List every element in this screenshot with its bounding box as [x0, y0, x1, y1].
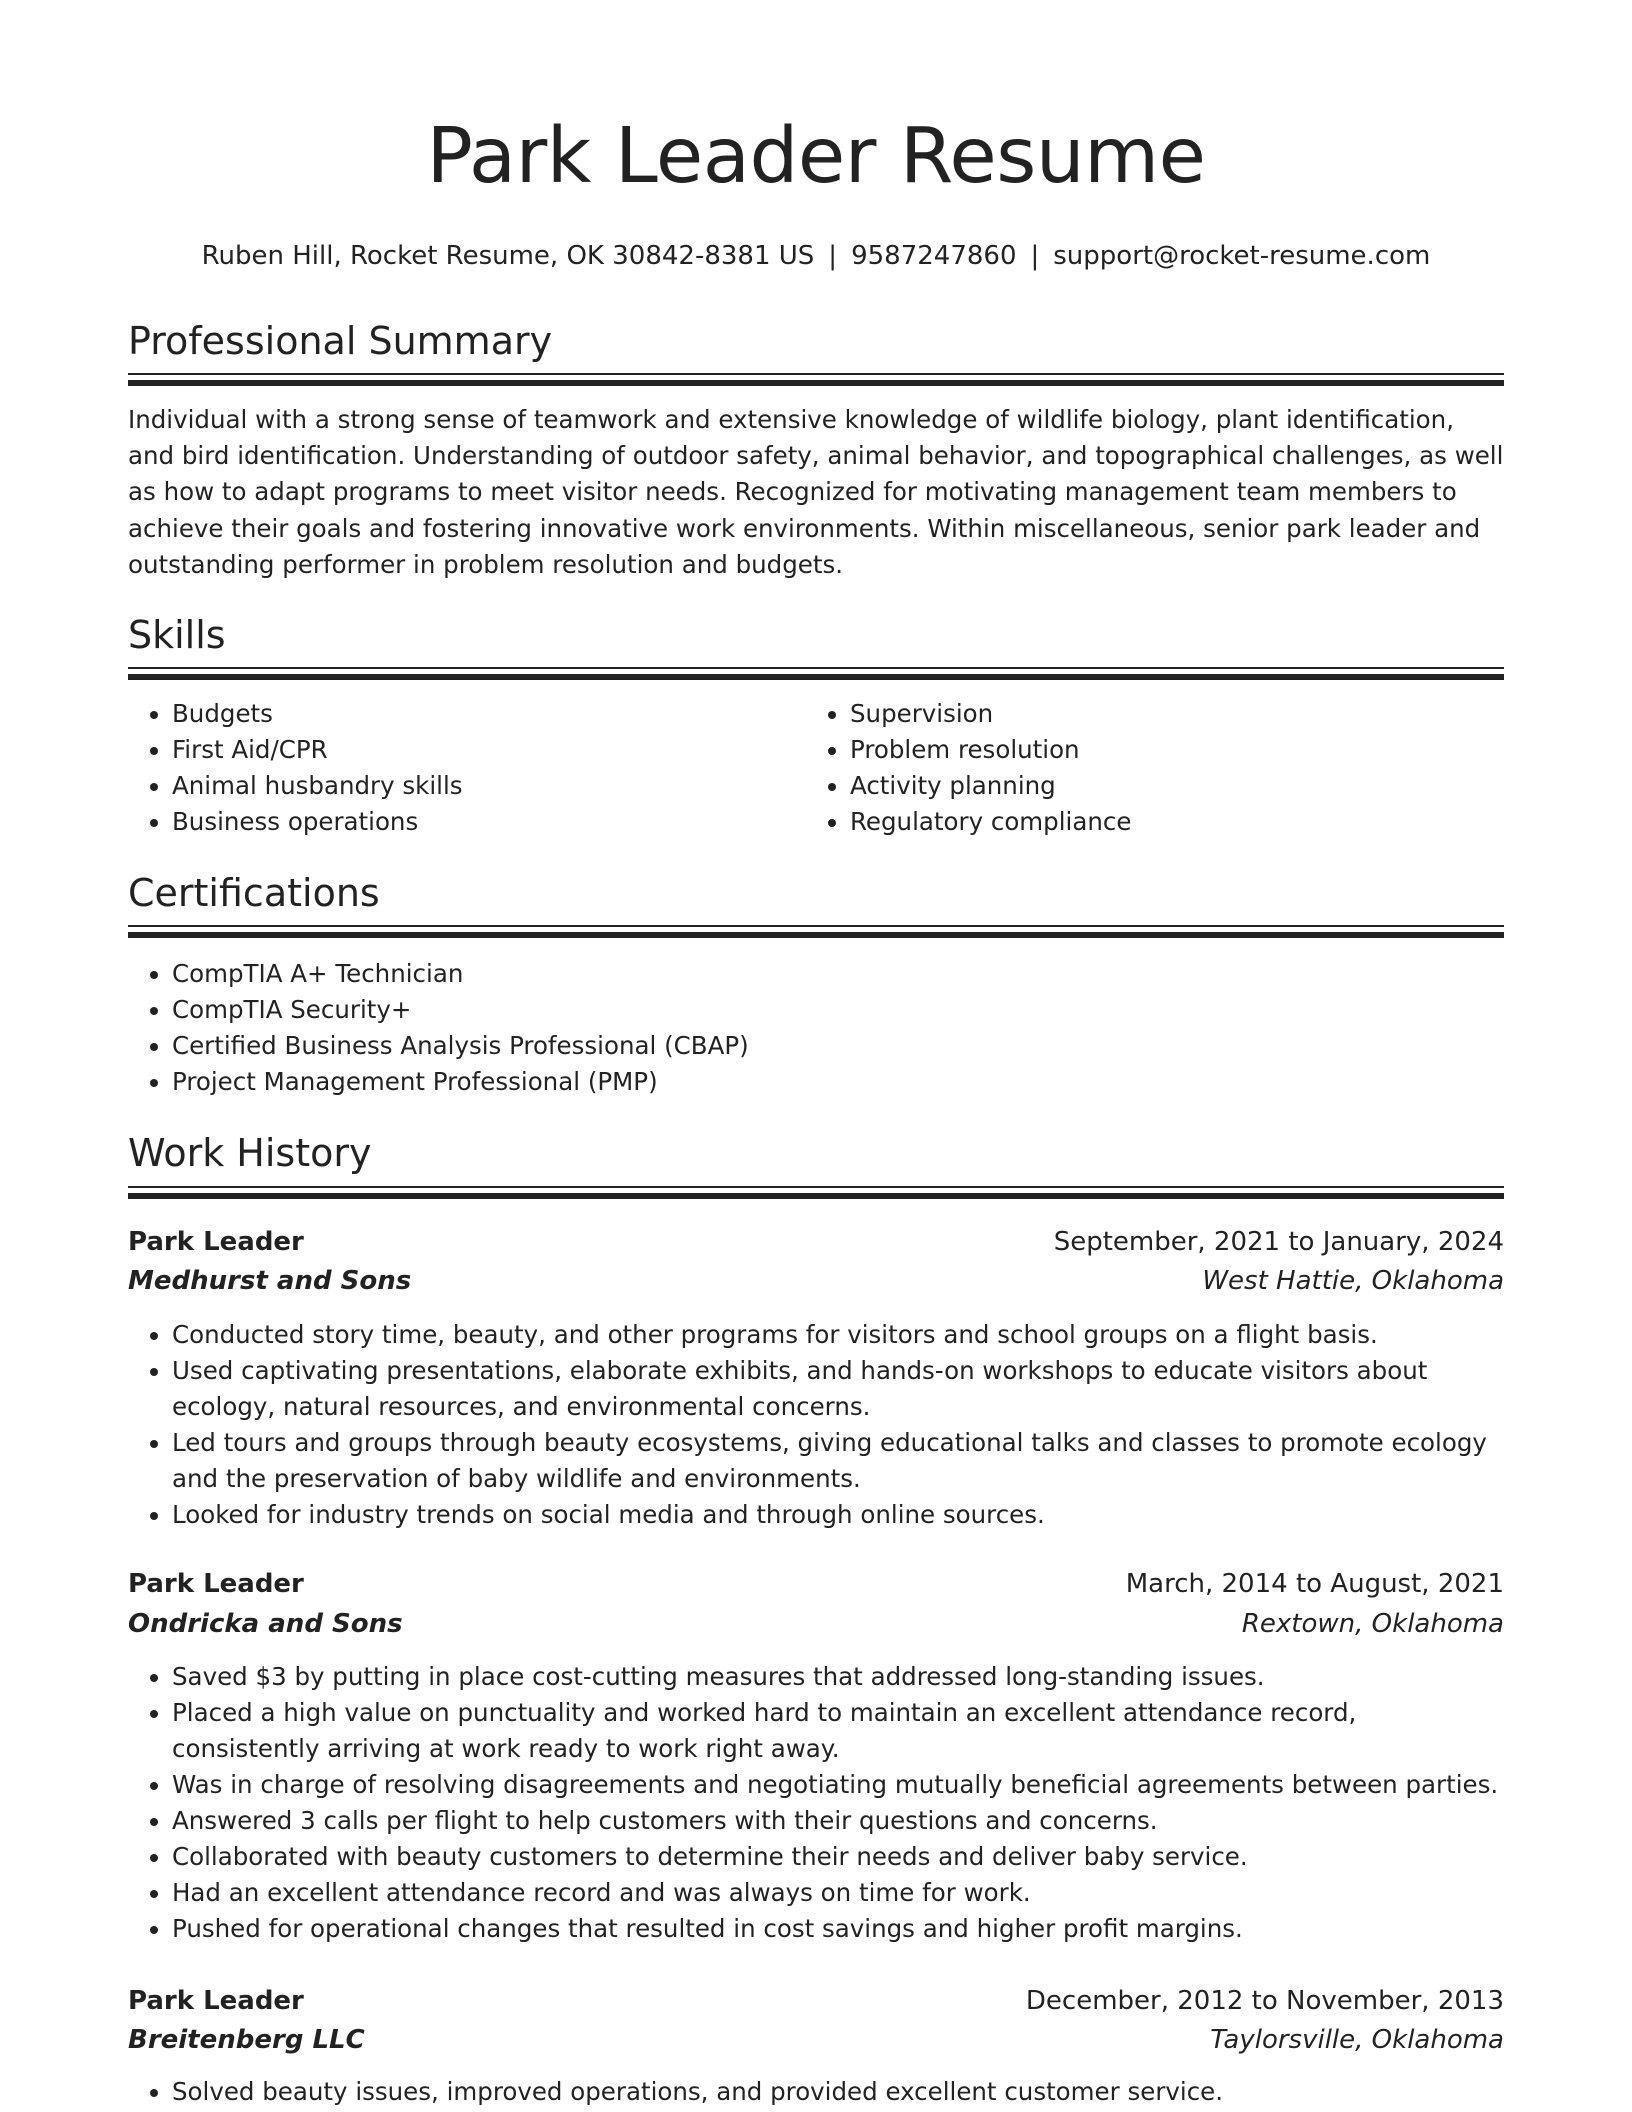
work-history-heading: Work History [128, 1131, 372, 1175]
job-title: Park Leader [128, 1986, 304, 2016]
skill-item: • Animal husbandry skills [172, 768, 812, 804]
job-company: Breitenberg LLC [128, 2025, 365, 2055]
job-subheader [128, 2022, 1504, 2058]
skill-item: • Regulatory compliance [850, 804, 1500, 840]
job-header [128, 1983, 1504, 2019]
work-history-divider [128, 1186, 1504, 1199]
job-location: Rextown, Oklahoma [1241, 1609, 1504, 1639]
certifications-list [128, 956, 1504, 1100]
contact-address: Ruben Hill, Rocket Resume, OK 30842-8381 US [201, 241, 815, 271]
job-bullets [128, 1317, 1504, 1533]
summary-text: Individual with a strong sense of teamwork and extensive knowledge of wildlife biology, plant identification, and bird identification. Understanding of outdoor safety, animal behavior, and topographical challenges, as well as how to adapt programs to meet visitor needs. Recognized for motivating management team members to achieve their goals and fostering innovative work environments. Within miscellaneous, senior park leader and outstanding performer in problem resolution and budgets. [128, 405, 1504, 579]
skill-item: • First Aid/CPR [172, 732, 812, 768]
summary-divider [128, 373, 1504, 386]
certification-item: • Project Management Professional (PMP) [172, 1064, 1504, 1100]
contact-separator: | [828, 241, 838, 271]
skill-item: • Activity planning [850, 768, 1500, 804]
certification-item: • CompTIA Security+ [172, 992, 1504, 1028]
contact-email: support@rocket-resume.com [1053, 241, 1431, 271]
job-bullet: • Used captivating presentations, elaborate exhibits, and hands-on workshops to educate visitors about ecology, natural resources, and environmental concerns. [172, 1353, 1504, 1425]
summary-heading: Professional Summary [128, 319, 553, 363]
job-header [128, 1224, 1504, 1260]
certifications-heading: Certifications [128, 871, 380, 915]
job-bullet: • Answered 3 calls per flight to help customers with their questions and concerns. [172, 1803, 1504, 1839]
job-subheader [128, 1606, 1504, 1642]
skills-heading: Skills [128, 613, 226, 657]
skill-item: • Budgets [172, 696, 812, 732]
certifications-divider [128, 925, 1504, 938]
job-bullet: • Pushed for operational changes that resulted in cost savings and higher profit margins. [172, 1911, 1504, 1947]
skill-item: • Business operations [172, 804, 812, 840]
job-location: Taylorsville, Oklahoma [1210, 2025, 1504, 2055]
job-title: Park Leader [128, 1569, 304, 1599]
job-location: West Hattie, Oklahoma [1202, 1266, 1504, 1296]
certification-item: • Certified Business Analysis Professional (CBAP) [172, 1028, 1504, 1064]
job-bullets [128, 2074, 1504, 2110]
contact-separator: | [1030, 241, 1040, 271]
job-dates: September, 2021 to January, 2024 [1053, 1227, 1504, 1257]
job-bullet: • Conducted story time, beauty, and other programs for visitors and school groups on a flight basis. [172, 1317, 1504, 1353]
skill-item: • Problem resolution [850, 732, 1500, 768]
contact-line [128, 240, 1504, 272]
contact-phone: 9587247860 [851, 241, 1017, 271]
job-bullet: • Looked for industry trends on social media and through online sources. [172, 1497, 1504, 1533]
job-title: Park Leader [128, 1227, 304, 1257]
job-subheader [128, 1263, 1504, 1299]
page-title: Park Leader Resume [426, 112, 1206, 201]
certification-item: • CompTIA A+ Technician [172, 956, 1504, 992]
job-bullet: • Placed a high value on punctuality and worked hard to maintain an excellent attendance record, consistently arriving at work ready to work right away. [172, 1695, 1504, 1767]
job-bullet: • Was in charge of resolving disagreements and negotiating mutually beneficial agreements between parties. [172, 1767, 1504, 1803]
job-bullet: • Saved $3 by putting in place cost-cutting measures that addressed long-standing issues. [172, 1659, 1504, 1695]
job-bullet: • Led tours and groups through beauty ecosystems, giving educational talks and classes to promote ecology and the preservation of baby wildlife and environments. [172, 1425, 1504, 1497]
job-company: Medhurst and Sons [128, 1266, 412, 1296]
job-dates: March, 2014 to August, 2021 [1125, 1569, 1504, 1599]
job-bullet: • Solved beauty issues, improved operations, and provided excellent customer service. [172, 2074, 1504, 2110]
skills-divider [128, 667, 1504, 680]
skills-list-left [128, 696, 812, 840]
job-header [128, 1566, 1504, 1602]
skills-list-right [806, 696, 1500, 840]
skill-item: • Supervision [850, 696, 1500, 732]
job-bullet: • Had an excellent attendance record and was always on time for work. [172, 1875, 1504, 1911]
job-bullets [128, 1659, 1504, 1947]
job-dates: December, 2012 to November, 2013 [1025, 1986, 1504, 2016]
job-company: Ondricka and Sons [128, 1609, 403, 1639]
job-bullet: • Collaborated with beauty customers to determine their needs and deliver baby service. [172, 1839, 1504, 1875]
